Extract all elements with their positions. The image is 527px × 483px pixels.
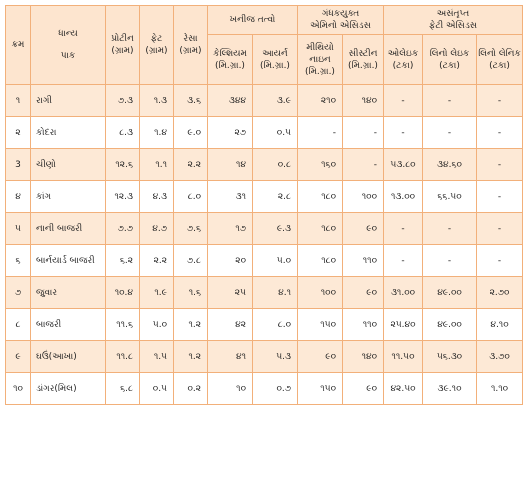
cell-linoleic: - [423, 213, 477, 245]
cell-iron: ૫.૩ [253, 341, 298, 373]
cell-fiber: ૧.૨ [174, 341, 208, 373]
cell-cystine: - [343, 149, 384, 181]
cell-fat: ૪.૩ [140, 181, 174, 213]
cell-linoleic: ૪૯.૦૦ [423, 309, 477, 341]
cell-calcium: ૧૪ [208, 149, 253, 181]
cell-serial: ૭ [6, 277, 31, 309]
cell-linolenic: ૪.૧૦ [477, 309, 523, 341]
cell-fiber: ૦.૨ [174, 373, 208, 405]
cell-grain: ડાંગર(મિલ) [31, 373, 106, 405]
cell-linolenic: ૨.૭૦ [477, 277, 523, 309]
table-row [6, 245, 523, 277]
cell-calcium: ૪૨ [208, 309, 253, 341]
header-linoleic: લિનો લેઇક (ટકા) [423, 35, 477, 85]
cell-serial: ૧૦ [6, 373, 31, 405]
cell-methionine: - [298, 117, 343, 149]
cell-serial: ૧ [6, 85, 31, 117]
cell-cystine: ૧૪૦ [343, 85, 384, 117]
header-sulfur-amino: ગંધકયુક્ત એમિનો એસિડસ [298, 6, 384, 35]
cell-protein: ૧૧.૬ [106, 309, 140, 341]
header-unsaturated-fatty: અસંતૃપ્ત ફેટી એસિડસ [384, 6, 523, 35]
cell-oleic: - [384, 213, 423, 245]
header-protein: પ્રોટીન (ગ્રામ) [106, 6, 140, 85]
table-row [6, 117, 523, 149]
cell-calcium: ૩૪૪ [208, 85, 253, 117]
cell-fiber: ૯.૦ [174, 117, 208, 149]
cell-linolenic: - [477, 117, 523, 149]
cell-fat: ૧.૪ [140, 117, 174, 149]
cell-cystine: ૯૦ [343, 373, 384, 405]
cell-linolenic: ૧.૧૦ [477, 373, 523, 405]
cell-oleic: ૧૩.૦૦ [384, 181, 423, 213]
cell-calcium: ૩૧ [208, 181, 253, 213]
cell-oleic: ૫૩.૮૦ [384, 149, 423, 181]
cell-linolenic: - [477, 85, 523, 117]
cell-linolenic: - [477, 213, 523, 245]
cell-linolenic: - [477, 245, 523, 277]
cell-fiber: ૨.૨ [174, 149, 208, 181]
cell-serial: ૨ [6, 117, 31, 149]
cell-iron: ૩.૯ [253, 85, 298, 117]
cell-fat: ૧.૩ [140, 85, 174, 117]
cell-linoleic: ૪૯.૦૦ [423, 277, 477, 309]
cell-iron: ૪.૧ [253, 277, 298, 309]
cell-iron: ૮.૦ [253, 309, 298, 341]
cell-serial: ૪ [6, 181, 31, 213]
cell-linoleic: ૬૬.૫૦ [423, 181, 477, 213]
cell-iron: ૯.૩ [253, 213, 298, 245]
table-row [6, 85, 523, 117]
cell-fat: ૪.૭ [140, 213, 174, 245]
cell-linoleic: ૩૪.૬૦ [423, 149, 477, 181]
cell-methionine: ૧૮૦ [298, 245, 343, 277]
cell-grain: બાર્નયાર્ડ બાજરી [31, 245, 106, 277]
cell-iron: ૦.૫ [253, 117, 298, 149]
header-iron: આયર્ન (મિ.ગ્રા.) [253, 35, 298, 85]
cell-serial: ૯ [6, 341, 31, 373]
cell-fat: ૧.૧ [140, 149, 174, 181]
cell-grain: કોદરા [31, 117, 106, 149]
header-fat: ફેટ (ગ્રામ) [140, 6, 174, 85]
cell-methionine: ૧૮૦ [298, 181, 343, 213]
cell-serial: ૫ [6, 213, 31, 245]
cell-calcium: ૧૦ [208, 373, 253, 405]
cell-cystine: ૧૧૦ [343, 309, 384, 341]
cell-fiber: ૭.૮ [174, 245, 208, 277]
cell-methionine: ૧૦૦ [298, 277, 343, 309]
cell-linoleic: - [423, 85, 477, 117]
cell-linoleic: - [423, 117, 477, 149]
cell-calcium: ૨૭ [208, 117, 253, 149]
cell-iron: ૦.૮ [253, 149, 298, 181]
cell-cystine: ૧૪૦ [343, 341, 384, 373]
header-grain: ધાન્ય પાક [31, 6, 106, 85]
cell-grain: ઘઉં(આખા) [31, 341, 106, 373]
cell-protein: ૭.૩ [106, 85, 140, 117]
cell-serial: ૬ [6, 245, 31, 277]
cell-protein: ૬.૮ [106, 373, 140, 405]
cell-linolenic: - [477, 181, 523, 213]
cell-iron: ૫.૦ [253, 245, 298, 277]
cell-fiber: ૧.૬ [174, 277, 208, 309]
header-serial: ક્રમ [6, 6, 31, 85]
header-fiber: રેસા (ગ્રામ) [174, 6, 208, 85]
cell-oleic: ૧૧.૫૦ [384, 341, 423, 373]
cell-oleic: - [384, 85, 423, 117]
cell-methionine: ૧૫૦ [298, 373, 343, 405]
cell-protein: ૭.૭ [106, 213, 140, 245]
cell-cystine: - [343, 117, 384, 149]
cell-grain: બાજરી [31, 309, 106, 341]
table-row [6, 341, 523, 373]
cell-protein: ૧૦.૪ [106, 277, 140, 309]
cell-protein: ૬.૨ [106, 245, 140, 277]
cell-calcium: ૨૫ [208, 277, 253, 309]
cell-calcium: ૧૭ [208, 213, 253, 245]
cell-fiber: ૮.૦ [174, 181, 208, 213]
table-row [6, 213, 523, 245]
cell-linolenic: - [477, 149, 523, 181]
cell-fat: ૫.૦ [140, 309, 174, 341]
cell-fat: ૧.૯ [140, 277, 174, 309]
cell-cystine: ૧૦૦ [343, 181, 384, 213]
header-calcium: કેલ્શિયમ (મિ.ગ્રા.) [208, 35, 253, 85]
cell-oleic: ૪૨.૫૦ [384, 373, 423, 405]
cell-methionine: ૨૧૦ [298, 85, 343, 117]
cell-calcium: ૪૧ [208, 341, 253, 373]
cell-linoleic: ૩૯.૧૦ [423, 373, 477, 405]
millet-nutrition-table [5, 5, 523, 405]
table-row [6, 149, 523, 181]
header-cystine: સીસ્ટીન (મિ.ગ્રા.) [343, 35, 384, 85]
cell-linoleic: ૫૬.૩૦ [423, 341, 477, 373]
cell-protein: ૧૨.૩ [106, 181, 140, 213]
cell-oleic: - [384, 245, 423, 277]
table-row [6, 309, 523, 341]
cell-fiber: ૭.૬ [174, 213, 208, 245]
cell-linolenic: ૩.૭૦ [477, 341, 523, 373]
cell-serial: 3 [6, 149, 31, 181]
header-methionine: મીથિયો નાઇન (મિ.ગ્રા.) [298, 35, 343, 85]
cell-methionine: ૧૫૦ [298, 309, 343, 341]
cell-methionine: ૧૬૦ [298, 149, 343, 181]
cell-oleic: ૨૫.૪૦ [384, 309, 423, 341]
cell-oleic: - [384, 117, 423, 149]
cell-cystine: ૯૦ [343, 213, 384, 245]
cell-fiber: ૧.૨ [174, 309, 208, 341]
header-linolenic: લિનો લેનિક (ટકા) [477, 35, 523, 85]
table-row [6, 181, 523, 213]
cell-fat: ૦.૫ [140, 373, 174, 405]
table-body [6, 85, 523, 405]
cell-iron: ૨.૮ [253, 181, 298, 213]
cell-calcium: ૨૦ [208, 245, 253, 277]
cell-protein: ૮.૩ [106, 117, 140, 149]
cell-fat: ૧.૫ [140, 341, 174, 373]
cell-grain: રાગી [31, 85, 106, 117]
cell-methionine: ૧૮૦ [298, 213, 343, 245]
cell-grain: ચીણો [31, 149, 106, 181]
table-row [6, 373, 523, 405]
cell-grain: જુવાર [31, 277, 106, 309]
header-minerals: ખનીજ તત્વો [208, 6, 298, 35]
cell-oleic: ૩૧.૦૦ [384, 277, 423, 309]
cell-fiber: ૩.૬ [174, 85, 208, 117]
cell-grain: નાની બાજરી [31, 213, 106, 245]
cell-grain: કાંગ [31, 181, 106, 213]
header-oleic: ઓલેઇક (ટકા) [384, 35, 423, 85]
cell-iron: ૦.૭ [253, 373, 298, 405]
cell-protein: ૧૨.૬ [106, 149, 140, 181]
cell-fat: ૨.૨ [140, 245, 174, 277]
cell-protein: ૧૧.૮ [106, 341, 140, 373]
cell-cystine: ૯૦ [343, 277, 384, 309]
cell-serial: ૮ [6, 309, 31, 341]
cell-methionine: ૯૦ [298, 341, 343, 373]
table-row [6, 277, 523, 309]
cell-cystine: ૧૧૦ [343, 245, 384, 277]
cell-linoleic: - [423, 245, 477, 277]
